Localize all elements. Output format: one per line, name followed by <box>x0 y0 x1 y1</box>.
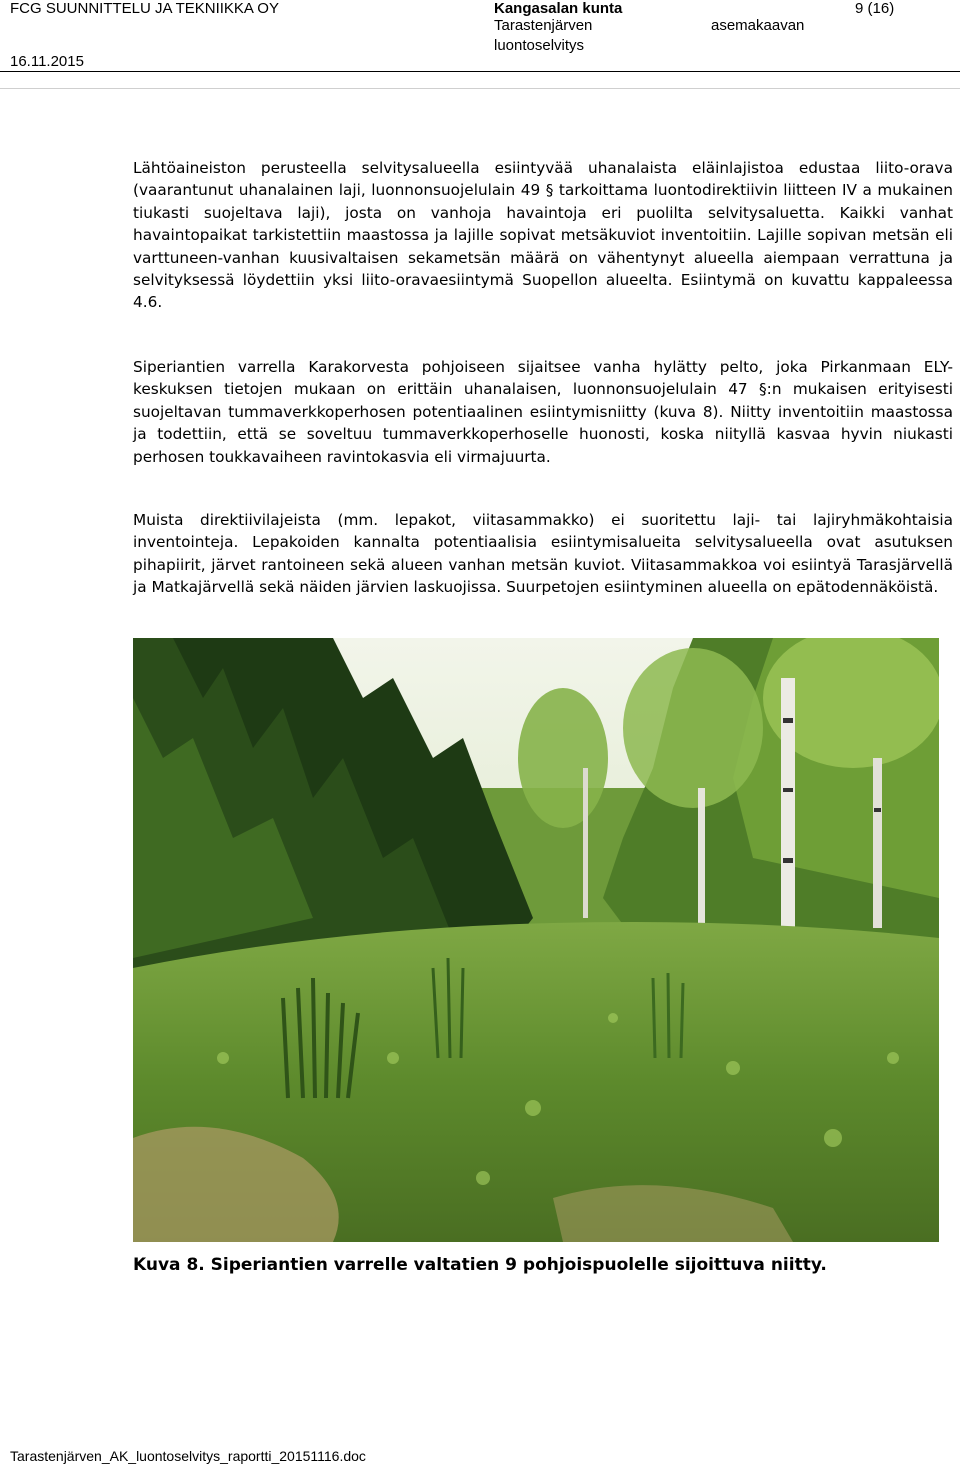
header-client: Kangasalan kunta <box>494 0 623 17</box>
header-rule <box>0 71 960 72</box>
meadow-photo <box>133 638 939 1242</box>
footer-filename: Tarastenjärven_AK_luontoselvitys_raportti_20151116.doc <box>10 1448 366 1464</box>
body-paragraph-1: Lähtöaineiston perusteella selvitysalueella esiintyvää uhanalaista eläinlajistoa edustaa liito-orava (vaarantunut uhanalainen laji, luonnonsuojelulain 49 § tarkoittama luontodirektiivin liitteen IV a mukainen tiukasti suojeltava laji), josta on vanhoja havaintoja eri puolilta selvitysaluetta. Kaikki vanhat havaintopaikat tarkistettiin maastossa ja lajille sopivat metsäkuviot inventoitiin. Lajille sopivan metsän eli varttuneen-vanhan kuusivaltaisen sekametsän määrä on vähentynyt alueella aiempaan verrattuna ja selvityksessä löydettiin yksi liito-oravaesiintymä Suopellon alueelta. Esiintymä on kuvattu kappaleessa 4.6. <box>133 159 953 312</box>
header-rule-secondary <box>0 88 960 89</box>
header-company: FCG SUUNNITTELU JA TEKNIIKKA OY <box>10 0 279 17</box>
header-doc-title-line2: luontoselvitys <box>494 37 585 54</box>
header-date: 16.11.2015 <box>10 53 84 70</box>
body-paragraph-2: Siperiantien varrella Karakorvesta pohjoiseen sijaitsee vanha hylätty pelto, joka Pirkanmaan ELY-keskuksen tietojen mukaan on erittäin uhanalaisen, luonnonsuojelulain 47 §:n mukaisen erityisesti suojeltavan tummaverkkoperhosen potentiaalinen esiintymisniitty (kuva 8). Niitty inventoitiin maastossa ja todettiin, että se soveltuu tummaverkkoperhoselle huonosti, koska niityllä kasvaa hyvin niukasti perhosen toukkavaiheen ravintokasvia eli virmajuurta. <box>133 358 953 466</box>
body-paragraph-3: Muista direktiivilajeista (mm. lepakot, viitasammakko) ei suoritettu laji- tai lajiryhmäkohtaisia inventointeja. Lepakoiden kannalta potentiaalisia esiintymisalueita selvitysalueella ovat asutuksen pihapiirit, järvet rantoineen sekä alueen vanhan metsän kuviot. Viitasammakkoa voi esiintyä Tarasjärvellä ja Matkajärvellä sekä näiden järvien laskuojissa. Suurpetojen esiintyminen alueella on epätodennäköistä. <box>133 511 953 597</box>
header-page-number: 9 (16) <box>855 0 895 17</box>
header-doc-title-line1: Tarastenjärven <box>494 17 593 34</box>
header-doc-subject: asemakaavan <box>711 17 805 34</box>
meadow-photo-illustration <box>133 638 939 1242</box>
figure-caption: Kuva 8. Siperiantien varrelle valtatien 9 pohjoispuolelle sijoittuva niitty. <box>133 1255 827 1275</box>
